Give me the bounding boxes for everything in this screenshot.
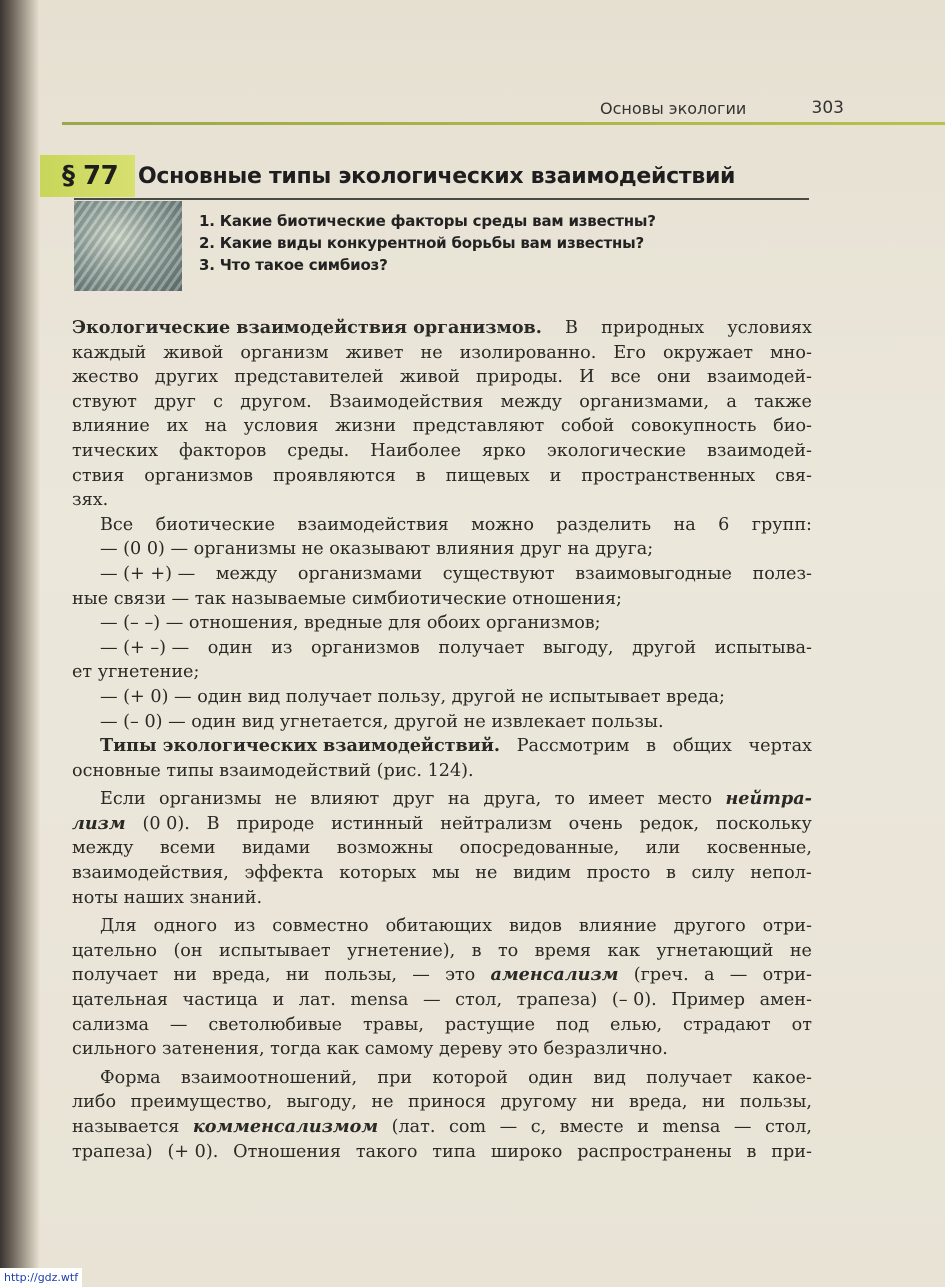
word: растущие — [444, 1014, 536, 1035]
word: жество — [72, 367, 139, 388]
word: поскольку — [716, 813, 812, 834]
word: и — [637, 1117, 649, 1137]
review-questions — [199, 210, 759, 276]
word: другому — [500, 1092, 577, 1113]
word: косвенные, — [706, 838, 812, 859]
word: на — [673, 514, 696, 535]
word: взаимодействия — [297, 514, 449, 535]
word: страдают — [683, 1014, 771, 1035]
word: природы. — [476, 367, 563, 388]
word: Отношения — [233, 1141, 341, 1162]
word: Наиболее — [370, 440, 461, 461]
word: влияют — [310, 789, 380, 810]
term: нейтра- — [725, 788, 812, 810]
word: ярко — [481, 440, 526, 461]
word: вместе — [559, 1117, 624, 1137]
paragraph-heading: Типы экологических взаимодействий. — [100, 735, 501, 757]
word: просто — [586, 863, 651, 884]
word: окружает — [662, 342, 753, 363]
word: видим — [513, 863, 571, 884]
text-line — [72, 341, 812, 366]
word: (греч. — [633, 965, 689, 986]
text-line: основные типы взаимодействий (рис. 124). — [72, 760, 474, 781]
word: а — [726, 391, 737, 412]
word: com — [448, 1117, 487, 1137]
word: одного — [153, 916, 218, 937]
word: — — [422, 990, 441, 1011]
word: mensa — [350, 990, 409, 1011]
word: — — [169, 1014, 188, 1035]
word: — — [499, 1117, 518, 1137]
word: обитающих — [385, 916, 493, 937]
word: не — [420, 342, 443, 363]
word: природе — [236, 813, 315, 834]
word: в — [646, 736, 656, 757]
word: такого — [355, 1141, 418, 1162]
word: испытывает — [219, 940, 331, 961]
text-line: — (– –) — отношения, вредные для обоих организмов; — [100, 613, 601, 634]
word: жизни — [335, 416, 397, 437]
word: выгоду, — [286, 1092, 358, 1113]
text-line — [72, 636, 812, 661]
word: стол, — [455, 990, 503, 1011]
word: испытыва- — [714, 637, 812, 658]
word: организмов — [144, 465, 254, 486]
word: видами — [241, 838, 311, 859]
word: проявляются — [272, 465, 396, 486]
word: мы — [431, 863, 460, 884]
word: ни — [173, 965, 197, 986]
word: (0 0). — [142, 813, 190, 834]
word: с — [213, 391, 223, 412]
word: вид — [593, 1067, 626, 1088]
word: не — [475, 863, 498, 884]
word: мно- — [769, 342, 812, 363]
section-illustration — [74, 201, 182, 291]
text-line: — (0 0) — организмы не оказывают влияния друг на друга; — [100, 539, 654, 560]
word: взаимовыгодные — [575, 563, 732, 584]
word: цательная — [72, 990, 169, 1011]
word: свя- — [775, 465, 812, 486]
word: как — [607, 940, 640, 961]
text-line — [72, 365, 812, 390]
word: то — [554, 789, 575, 810]
word: (он — [173, 940, 203, 961]
word: организмов — [311, 637, 420, 658]
word: ствия — [72, 465, 125, 486]
text-line: ные связи — так называемые симбиотические отношения; — [72, 588, 622, 609]
body-text — [72, 316, 812, 1164]
word: место — [657, 789, 713, 810]
word: живой — [163, 342, 224, 363]
word: тических — [72, 440, 159, 461]
running-head-section: Основы экологии — [600, 98, 747, 118]
text-line — [72, 1013, 812, 1038]
word: под — [555, 1014, 590, 1035]
word: и — [549, 465, 562, 486]
text-line: ноты наших знаний. — [72, 887, 263, 908]
text-line — [72, 562, 812, 587]
word: на — [204, 416, 227, 437]
word: очень — [568, 813, 623, 834]
word: редок, — [639, 813, 700, 834]
word: взаимодей- — [707, 367, 812, 388]
paragraph-heading: Экологические взаимодействия организмов. — [72, 317, 542, 338]
word: биотические — [155, 514, 276, 535]
text-line — [72, 1115, 812, 1140]
text-line — [72, 414, 812, 439]
running-head — [600, 96, 860, 120]
word: при — [377, 1067, 413, 1088]
word: экологические — [546, 440, 687, 461]
word: можно — [471, 514, 534, 535]
text-line — [72, 316, 812, 341]
text-line — [72, 464, 812, 489]
word: влияние — [578, 916, 657, 937]
word: трапеза) — [72, 1141, 153, 1162]
word: стол, — [764, 1117, 812, 1137]
word: (– 0). — [611, 990, 657, 1011]
word: — (+ +) — — [100, 563, 196, 584]
word: один — [207, 637, 253, 658]
word: разделить — [556, 514, 652, 535]
word: в — [471, 940, 482, 961]
word: общих — [672, 736, 732, 757]
word: они — [656, 367, 691, 388]
word: В — [565, 318, 578, 338]
text-line — [72, 390, 812, 415]
word: не — [371, 1092, 394, 1113]
word: возможны — [336, 838, 434, 859]
word: — — [729, 965, 748, 986]
word: травы, — [362, 1014, 424, 1035]
word: не — [274, 789, 297, 810]
word: Рассмотрим — [516, 736, 630, 757]
word: или — [645, 838, 681, 859]
text-line — [72, 1140, 812, 1165]
book-gutter-shadow — [0, 0, 40, 1287]
word: какое- — [752, 1067, 812, 1088]
word: организмами, — [579, 391, 710, 412]
word: их — [166, 416, 189, 437]
word: ствуют — [72, 391, 137, 412]
word: совместно — [272, 916, 369, 937]
source-watermark: http://gdz.wtf — [0, 1268, 82, 1287]
question-item: 3. Что такое симбиоз? — [199, 256, 388, 274]
word: светолюбивые — [208, 1014, 343, 1035]
word: которых — [339, 863, 417, 884]
page-number: 303 — [811, 98, 844, 118]
word: взаимодей- — [707, 440, 812, 461]
term: комменсализмом — [192, 1116, 379, 1137]
text-line — [72, 939, 812, 964]
word: живой — [399, 367, 460, 388]
text-line — [72, 439, 812, 464]
word: из — [271, 637, 293, 658]
word: которой — [432, 1067, 508, 1088]
word: представляют — [412, 416, 545, 437]
word: всеми — [159, 838, 216, 859]
word: сализма — [72, 1014, 150, 1035]
word: при- — [771, 1141, 812, 1162]
word: — — [412, 965, 430, 986]
word: среды. — [287, 440, 350, 461]
term: лизм — [72, 812, 126, 834]
word: другого — [673, 916, 746, 937]
word: групп: — [751, 514, 812, 535]
word: (+ 0). — [167, 1141, 219, 1162]
text-line — [72, 513, 812, 538]
word: время — [534, 940, 592, 961]
word: типа — [432, 1141, 476, 1162]
word: получает — [438, 637, 525, 658]
word: между — [72, 838, 134, 859]
word: другой — [632, 637, 697, 658]
word: чертах — [748, 736, 812, 757]
word: нейтрализм — [440, 813, 552, 834]
section-number: § 77 — [62, 161, 119, 191]
text-line — [72, 1090, 812, 1115]
word: других — [154, 367, 219, 388]
text-line — [72, 812, 812, 837]
word: в — [415, 465, 426, 486]
word: каждый — [72, 342, 147, 363]
word: между — [215, 563, 278, 584]
word: либо — [72, 1092, 117, 1113]
word: Форма — [100, 1067, 161, 1088]
text-line — [72, 787, 812, 812]
section-heading — [62, 155, 822, 197]
word: друг — [392, 789, 435, 810]
word: не — [789, 940, 812, 961]
word: также — [754, 391, 812, 412]
word: условиях — [727, 318, 812, 338]
word: пользы, — [739, 1092, 812, 1113]
word: пространственных — [581, 465, 756, 486]
word: другом. — [240, 391, 312, 412]
section-rule — [74, 198, 809, 200]
word: опосредованные, — [459, 838, 620, 859]
text-line — [72, 914, 812, 939]
word: организмами — [297, 563, 423, 584]
text-line: сильного затенения, тогда как самому дереву это безразлично. — [72, 1039, 668, 1060]
word: а — [703, 965, 715, 986]
word: елью, — [610, 1014, 663, 1035]
word: Пример — [671, 990, 746, 1011]
word: совокупность — [630, 416, 757, 437]
word: принося — [407, 1092, 486, 1113]
word: распространены — [577, 1141, 732, 1162]
word: между — [500, 391, 563, 412]
question-item: 1. Какие биотические факторы среды вам известны? — [199, 212, 656, 230]
word: получает — [72, 965, 159, 986]
word: выгоду, — [543, 637, 614, 658]
word: Взаимодействия — [328, 391, 484, 412]
word: на — [447, 789, 471, 810]
text-line — [72, 988, 812, 1013]
word: условия — [243, 416, 319, 437]
word: один — [528, 1067, 574, 1088]
text-line — [72, 963, 812, 988]
word: В — [206, 813, 220, 834]
word: изолированно. — [459, 342, 597, 363]
word: силу — [691, 863, 735, 884]
word: Его — [613, 342, 646, 363]
word: И — [579, 367, 595, 388]
word: имеет — [588, 789, 645, 810]
text-line — [72, 861, 812, 886]
word: (лат. — [391, 1117, 436, 1137]
word: называется — [72, 1117, 180, 1137]
text-line: ет угнетение; — [72, 662, 200, 683]
word: непол- — [750, 863, 812, 884]
word: вреда, — [628, 1092, 688, 1113]
word: трапеза) — [516, 990, 598, 1011]
word: цательно — [72, 940, 158, 961]
word: существуют — [442, 563, 555, 584]
word: и — [272, 990, 285, 1011]
word: из — [234, 916, 256, 937]
word: отри- — [762, 965, 812, 986]
word: взаимодействия, — [72, 863, 229, 884]
word: био- — [773, 416, 812, 437]
word: в — [746, 1141, 757, 1162]
word: 6 — [718, 514, 730, 535]
word: Если — [100, 789, 146, 810]
word: собой — [560, 416, 615, 437]
word: частица — [182, 990, 258, 1011]
word: организм — [240, 342, 329, 363]
word: в — [666, 863, 676, 884]
text-line: зях. — [72, 490, 109, 511]
text-line — [72, 836, 812, 861]
word: ни — [701, 1092, 726, 1113]
word: взаимоотношений, — [180, 1067, 358, 1088]
word: Для — [100, 916, 137, 937]
word: полез- — [752, 563, 812, 584]
word: пищевых — [445, 465, 530, 486]
word: широко — [490, 1141, 563, 1162]
word: с, — [530, 1117, 547, 1137]
question-item: 2. Какие виды конкурентной борьбы вам известны? — [199, 234, 644, 252]
word: истинный — [331, 813, 424, 834]
word: природных — [601, 318, 705, 338]
word: эффекта — [244, 863, 324, 884]
header-rule — [62, 122, 945, 125]
word: отри- — [762, 916, 812, 937]
word: пользы, — [324, 965, 397, 986]
text-line: — (+ 0) — один вид получает пользу, другой не испытывает вреда; — [100, 686, 725, 707]
text-line — [72, 734, 812, 759]
word: лат. — [298, 990, 336, 1011]
word: вреда, — [212, 965, 271, 986]
word: Все — [100, 514, 134, 535]
word: угнетающий — [656, 940, 774, 961]
word: ни — [285, 965, 310, 986]
word: представителей — [234, 367, 384, 388]
term: аменсализм — [490, 964, 619, 986]
word: видов — [509, 916, 562, 937]
word: то — [497, 940, 519, 961]
word: ни — [591, 1092, 615, 1113]
word: живет — [345, 342, 404, 363]
word: получает — [646, 1067, 733, 1088]
text-line: — (– 0) — один вид угнетается, другой не извлекает пользы. — [100, 711, 664, 732]
word: друга, — [483, 789, 542, 810]
word: — — [733, 1117, 752, 1137]
word: угнетение), — [347, 940, 456, 961]
word: амен- — [759, 990, 812, 1011]
word: влияние — [72, 416, 150, 437]
section-title: Основные типы экологических взаимодействий — [138, 163, 736, 189]
word: это — [445, 965, 476, 986]
word: факторов — [178, 440, 267, 461]
text-line — [72, 1066, 812, 1091]
word: организмы — [159, 789, 262, 810]
word: — (+ –) — — [100, 637, 190, 658]
word: mensa — [662, 1117, 721, 1137]
word: от — [791, 1014, 812, 1035]
word: друг — [154, 391, 196, 412]
word: преимущество, — [130, 1092, 273, 1113]
word: все — [610, 367, 641, 388]
